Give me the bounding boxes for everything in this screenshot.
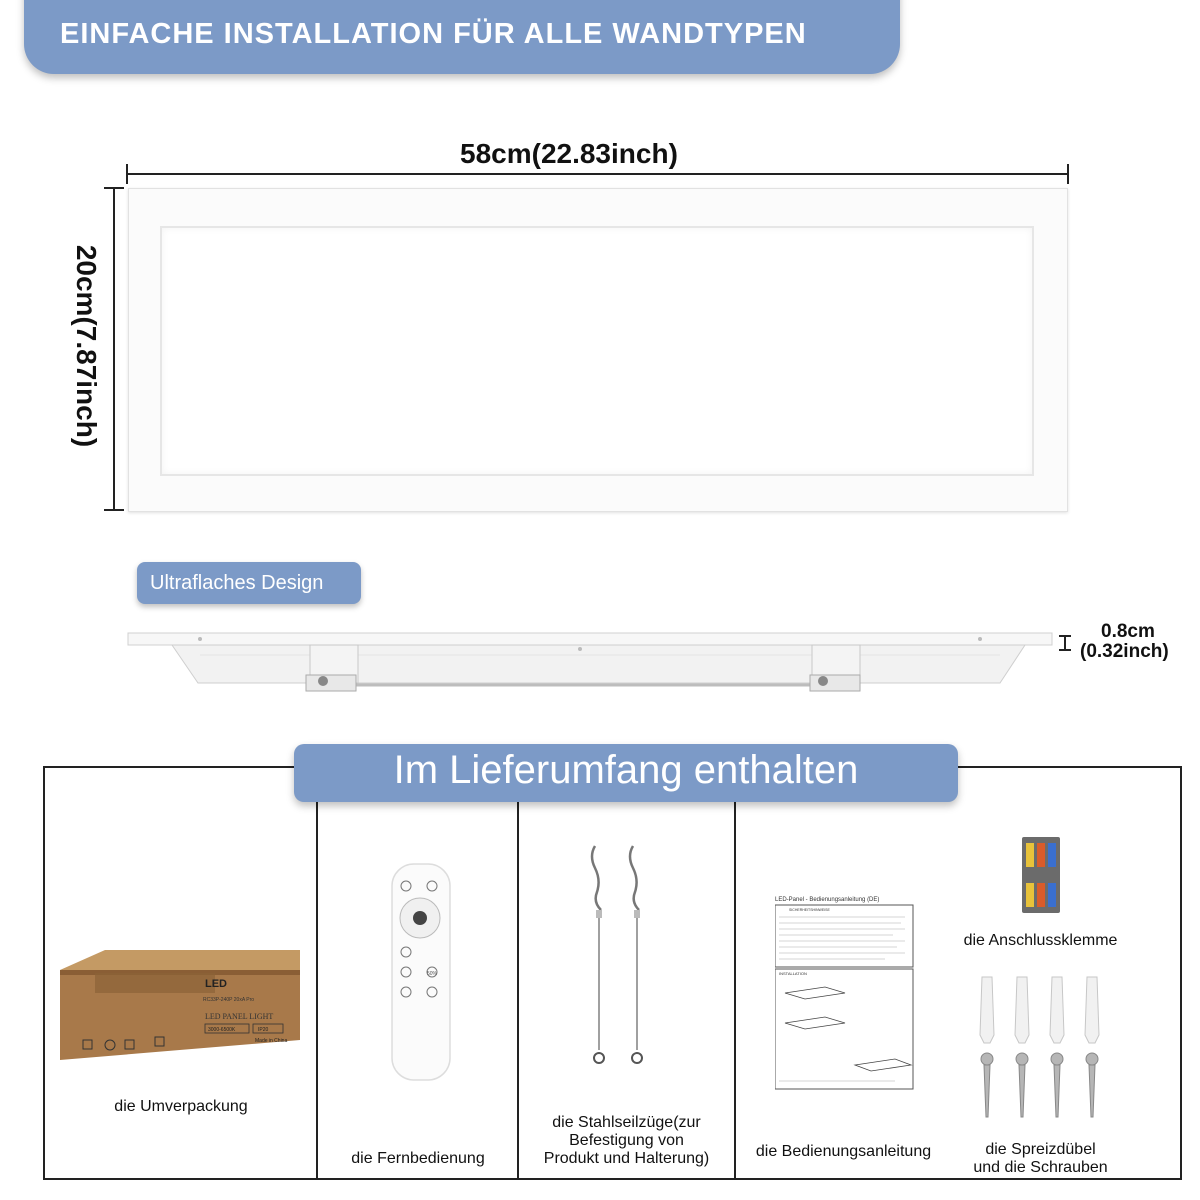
remote-control-illustration xyxy=(390,862,452,1084)
width-label: 58cm(22.83inch) xyxy=(460,138,678,169)
anchors-label-line1: die Spreizdübel xyxy=(985,1141,1096,1158)
thickness-label-cm: 0.8cm xyxy=(1101,621,1155,642)
box-brand: LED xyxy=(205,978,227,990)
item-label-anchors xyxy=(948,1141,1133,1177)
steel-cables-illustration xyxy=(575,838,655,1070)
box-line1: RC33P-240P 20xA Pro xyxy=(203,997,255,1003)
item-label-box: die Umverpackung xyxy=(114,1098,248,1115)
led-panel-light-surface xyxy=(160,226,1034,476)
box-made: Made in China xyxy=(255,1038,288,1044)
manual-section1: SICHERHEITSHINWEISE xyxy=(789,908,830,912)
item-label-manual: die Bedienungsanleitung xyxy=(755,1143,932,1160)
item-label-remote: die Fernbedienung xyxy=(351,1150,485,1167)
box-line2: LED PANEL LIGHT xyxy=(205,1012,274,1021)
anchors-screws-illustration xyxy=(970,975,1115,1125)
anchors-label-line2: und die Schrauben xyxy=(973,1159,1108,1176)
item-label-cables xyxy=(519,1114,734,1168)
thickness-label-inch: (0.32inch) xyxy=(1080,641,1169,662)
divider xyxy=(734,800,736,1180)
terminal-connector-illustration xyxy=(1018,835,1064,915)
height-dimension-arrow-icon xyxy=(100,180,130,520)
manual-section2: INSTALLATION xyxy=(779,971,807,976)
divider xyxy=(316,800,318,1180)
manual-illustration xyxy=(775,895,915,1095)
manual-title: LED-Panel - Bedienungsanleitung (DE) xyxy=(775,897,880,903)
cables-label-line3: Produkt und Halterung) xyxy=(543,1150,710,1167)
ultraflat-badge-label: Ultraflaches Design xyxy=(150,572,324,594)
thickness-dimension-icon xyxy=(1056,634,1076,654)
item-label-terminal: die Anschlussklemme xyxy=(963,932,1118,949)
header-title: EINFACHE INSTALLATION FÜR ALLE WANDTYPEN xyxy=(60,18,807,50)
height-label: 20cm(7.87inch) xyxy=(71,244,102,448)
cables-label-line2: Befestigung von xyxy=(569,1132,684,1149)
panel-side-profile xyxy=(120,625,1060,700)
box-tag1: 3000-6500K xyxy=(208,1027,236,1033)
box-tag2: IP20 xyxy=(258,1027,269,1033)
cables-label-line1: die Stahlseilzüge(zur xyxy=(552,1114,701,1131)
package-title: Im Lieferumfang enthalten xyxy=(393,748,859,792)
remote-percent: 50% xyxy=(427,971,438,977)
cardboard-box-illustration xyxy=(55,945,305,1065)
